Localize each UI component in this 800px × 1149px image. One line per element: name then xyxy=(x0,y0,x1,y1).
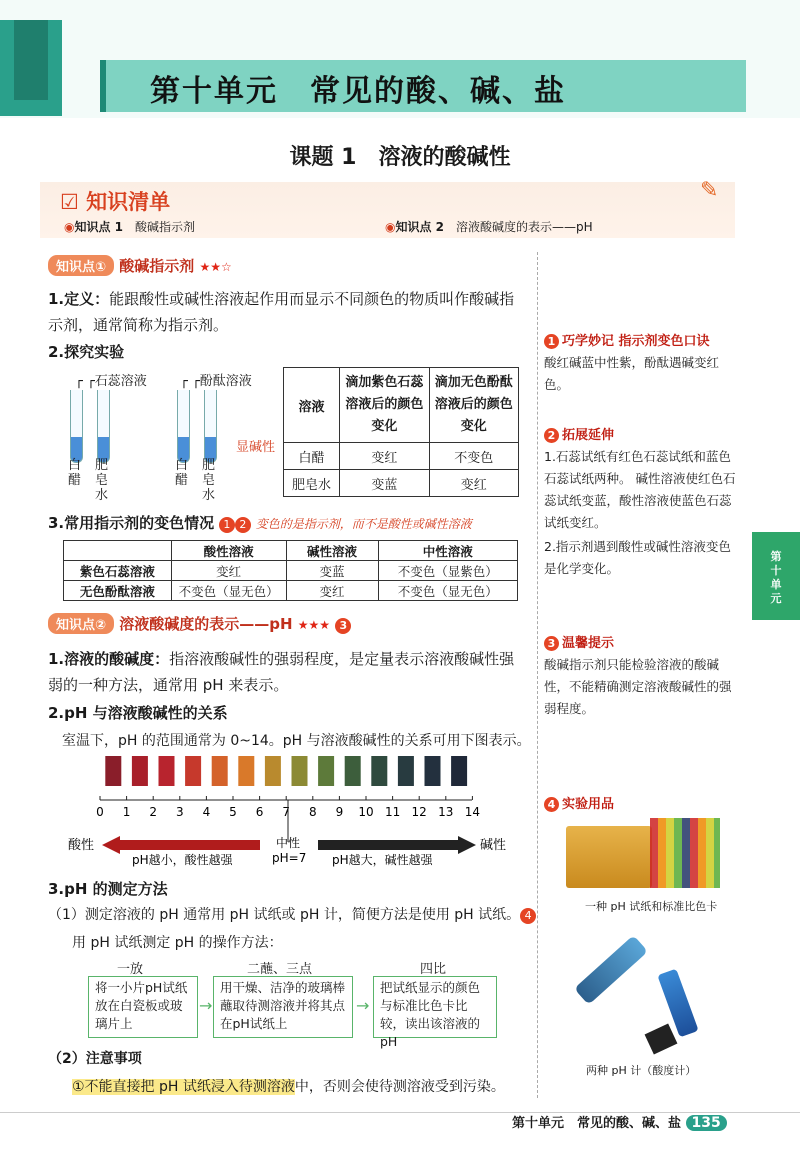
ind-header: 中性溶液 xyxy=(378,541,518,561)
acid-arrow xyxy=(102,836,260,854)
ph-swatch-9 xyxy=(318,756,334,786)
ph-color-card-image xyxy=(650,818,720,888)
phenol-label: ┌ ┌酚酞溶液 xyxy=(180,374,252,389)
ph-scale-diagram xyxy=(60,752,530,877)
sidebar-tip-4-title: 4 实验用品 xyxy=(544,793,614,812)
acid-note: pH越小，酸性越强 xyxy=(132,853,233,867)
ph-swatch-5 xyxy=(212,756,228,786)
ph-tick-label-9: 9 xyxy=(335,805,344,819)
ind-cell: 不变色（显紫色） xyxy=(378,561,518,581)
exp-cell: 不变色 xyxy=(429,443,518,470)
ph-tick-label-6: 6 xyxy=(255,805,264,819)
sidebar-tip-2-title: 2 拓展延伸 xyxy=(544,424,614,443)
indicator-table xyxy=(63,540,518,601)
ph-tick-label-4: 4 xyxy=(202,805,211,819)
flow-step-3: 把试纸显示的颜色与标准比色卡比较，读出该溶液的pH xyxy=(373,976,497,1038)
exp-cell: 白醋 xyxy=(284,443,340,470)
ph-method-1: （1）测定溶液的 pH 通常用 pH 试纸或 pH 计，简便方法是使用 pH 试纸。 4 xyxy=(48,904,536,924)
ph-tick-label-3: 3 xyxy=(175,805,184,819)
ph-tick-label-5: 5 xyxy=(229,805,237,819)
ind-cell: 不变色（显无色） xyxy=(378,581,518,601)
ph-relation-text: 室温下，pH 的范围通常为 0~14。pH 与溶液酸碱性的关系可用下图表示。 xyxy=(62,733,531,749)
flow-step-1-title: 一放 xyxy=(117,962,144,977)
unit-side-tab: 第十单元 xyxy=(752,532,800,620)
ph-tick-label-2: 2 xyxy=(149,805,158,819)
flow-step-2: 用干燥、洁净的玻璃棒蘸取待测溶液并将其点在pH试纸上 xyxy=(213,976,353,1038)
ind-cell: 变蓝 xyxy=(286,561,378,581)
base-label: 碱性 xyxy=(480,838,507,853)
tube-label-soap-2: 肥皂水 xyxy=(202,458,216,503)
ph-method-1b: 用 pH 试纸测定 pH 的操作方法： xyxy=(72,935,283,951)
knowledge-list-title: ☑ 知识清单 xyxy=(60,190,171,214)
ind-cell: 不变色（显无色） xyxy=(171,581,286,601)
sidebar-tip-3-title: 3 温馨提示 xyxy=(544,632,614,651)
header-tab-inner xyxy=(14,20,48,100)
ph-swatch-11 xyxy=(371,756,387,786)
test-tube-3 xyxy=(177,390,190,463)
ph-method-heading: 3.pH 的测定方法 xyxy=(48,880,168,898)
ph-swatch-12 xyxy=(398,756,414,786)
ph-swatch-8 xyxy=(292,756,308,786)
ph-swatch-10 xyxy=(345,756,361,786)
ph-definition: 1.溶液的酸碱度：指溶液酸碱性的强弱程度，是定量表示溶液酸碱性强弱的一种方法，通常用 pH 来表示。 xyxy=(48,650,515,694)
ph-swatch-2 xyxy=(132,756,148,786)
sidebar-tip-2-item-2: 2.指示剂遇到酸性或碱性溶液变色是化学变化。 xyxy=(544,539,731,576)
test-tube-4 xyxy=(204,390,217,463)
ph-tick-label-1: 1 xyxy=(122,805,131,819)
indicator-change-heading: 3.常用指示剂的变色情况 1 2 变色的是指示剂，而不是酸性或碱性溶液 xyxy=(48,514,472,532)
sidebar-tip-1-title: 1 巧学妙记 指示剂变色口诀 xyxy=(544,330,710,349)
definition-paragraph: 1.定义：能跟酸性或碱性溶液起作用而显示不同颜色的物质叫作酸碱指示剂，通常简称为指示剂。 xyxy=(48,290,515,334)
flow-arrow-2: → xyxy=(356,996,370,1015)
flow-step-3-title: 四比 xyxy=(420,962,447,977)
ph-swatch-13 xyxy=(425,756,441,786)
test-tube-2 xyxy=(97,390,110,463)
test-tube-1 xyxy=(70,390,83,463)
ph-tick-label-0: 0 xyxy=(96,805,104,819)
knowledge-point-2: ◉知识点 2 溶液酸碱度的表示——pH xyxy=(385,220,593,234)
ph-paper-box-image xyxy=(566,826,652,888)
knowledge-point-1: ◉知识点 1 酸碱指示剂 xyxy=(64,220,196,234)
exp-header-litmus: 滴加紫色石蕊溶液后的颜色变化 xyxy=(340,368,429,443)
note-1: ①不能直接把 pH 试纸浸入待测溶液中，否则会使待测溶液受到污染。 xyxy=(72,1079,505,1095)
tube-label-vinegar-2: 白醋 xyxy=(175,458,189,488)
ind-cell: 变红 xyxy=(286,581,378,601)
ph-tick-label-7: 7 xyxy=(282,805,291,819)
ind-cell: 紫色石蕊溶液 xyxy=(64,561,172,581)
ph-relation-heading: 2.pH 与溶液酸碱性的关系 xyxy=(48,704,228,722)
ind-cell: 变红 xyxy=(171,561,286,581)
ph-swatch-4 xyxy=(185,756,201,786)
ph-tick-label-10: 10 xyxy=(358,805,374,819)
experiment-table xyxy=(283,367,519,497)
footer: 第十单元 常见的酸、碱、盐 135 xyxy=(512,1112,727,1131)
sidebar-tip-1-text: 酸红碱蓝中性紫，酚酞遇碱变红色。 xyxy=(544,355,720,392)
flow-arrow-1: → xyxy=(199,996,213,1015)
section2-heading: 知识点② 溶液酸碱度的表示——pH ★★★ 3 xyxy=(48,613,351,634)
ph-tick-label-14: 14 xyxy=(464,805,481,819)
caption-ph-paper: 一种 pH 试纸和标准比色卡 xyxy=(585,900,718,913)
tube-label-soap-1: 肥皂水 xyxy=(95,458,109,503)
ph-swatch-1 xyxy=(105,756,121,786)
exp-header-solution: 溶液 xyxy=(284,368,340,443)
ph-tick-label-11: 11 xyxy=(384,805,401,819)
exp-cell: 肥皂水 xyxy=(284,470,340,497)
tube-label-vinegar-1: 白醋 xyxy=(68,458,82,488)
ph-tick-label-8: 8 xyxy=(308,805,317,819)
lesson-title: 课题 1 溶液的酸碱性 xyxy=(289,145,511,170)
sidebar-tip-2-item-1: 1.石蕊试纸有红色石蕊试纸和蓝色石蕊试纸两种。 碱性溶液使红色石蕊试纸变蓝，酸性溶液使蓝色石蕊试纸变红。 xyxy=(544,449,736,530)
unit-title: 第十单元 常见的酸、碱、盐 xyxy=(150,74,566,109)
experiment-heading: 2.探究实验 xyxy=(48,343,125,361)
swirl-icon: ✎ xyxy=(700,178,719,203)
exp-header-phenol: 滴加无色酚酞溶液后的颜色变化 xyxy=(429,368,518,443)
page-number: 135 xyxy=(686,1115,727,1131)
ph-tick-label-13: 13 xyxy=(438,805,454,819)
flow-step-2-title: 二蘸、三点 xyxy=(247,962,313,977)
flow-step-1: 将一小片pH试纸放在白瓷板或玻璃片上 xyxy=(88,976,198,1038)
sidebar-tip-3-text: 酸碱指示剂只能检验溶液的酸碱性，不能精确测定溶液酸碱性的强弱程度。 xyxy=(544,657,732,716)
section1-heading: 知识点① 酸碱指示剂 ★★☆ xyxy=(48,255,232,276)
acid-label: 酸性 xyxy=(68,838,95,853)
ph-swatch-6 xyxy=(238,756,254,786)
exp-cell: 变红 xyxy=(429,470,518,497)
neutral-label: 中性 xyxy=(276,836,301,850)
base-note: pH越大，碱性越强 xyxy=(332,853,433,867)
ph-swatch-14 xyxy=(451,756,467,786)
exp-cell: 变蓝 xyxy=(340,470,429,497)
ind-header: 碱性溶液 xyxy=(286,541,378,561)
basic-note: 显碱性 xyxy=(236,440,276,455)
litmus-label: ┌ ┌石蕊溶液 xyxy=(75,374,147,389)
ind-cell: 无色酚酞溶液 xyxy=(64,581,172,601)
notes-heading: （2）注意事项 xyxy=(48,1051,142,1067)
caption-ph-meter: 两种 pH 计（酸度计） xyxy=(586,1064,697,1077)
base-arrow xyxy=(318,836,476,854)
ph-swatch-3 xyxy=(159,756,175,786)
neutral-ph-label: pH=7 xyxy=(272,851,307,865)
ph-color-swatches xyxy=(105,756,467,786)
checkbox-icon: ☑ xyxy=(60,190,79,214)
exp-cell: 变红 xyxy=(340,443,429,470)
ph-ticks xyxy=(100,796,472,800)
ph-tick-label-12: 12 xyxy=(411,805,427,819)
ind-header: 酸性溶液 xyxy=(171,541,286,561)
ph-swatch-7 xyxy=(265,756,281,786)
ind-header xyxy=(64,541,172,561)
